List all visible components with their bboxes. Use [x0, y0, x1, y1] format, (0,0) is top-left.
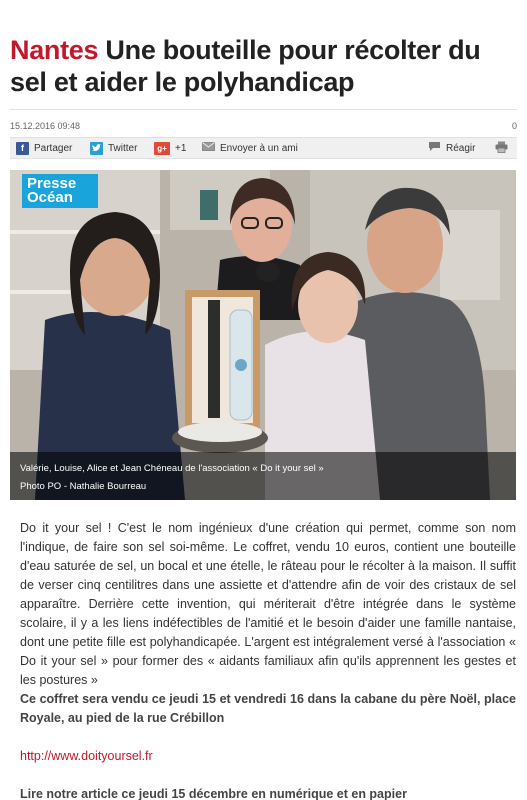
printer-icon	[495, 141, 508, 156]
publish-date: 15.12.2016 09:48	[10, 121, 81, 131]
gplus-count: +1	[175, 142, 187, 154]
divider	[10, 109, 517, 110]
article-meta	[10, 121, 517, 133]
headline-title: Une bouteille pour récolter du sel et aider le polyhandicap	[10, 35, 481, 97]
email-share-button[interactable]	[202, 138, 298, 158]
comment-icon	[428, 141, 441, 155]
external-link[interactable]: http://www.doityoursel.fr	[20, 749, 153, 763]
presse-ocean-logo: Presse Océan	[22, 174, 98, 208]
email-share-label: Envoyer à un ami	[220, 142, 298, 154]
photo-caption	[10, 452, 516, 500]
article-photo	[10, 170, 516, 500]
twitter-share-label: Twitter	[108, 142, 138, 154]
google-plus-icon: g+	[154, 142, 170, 155]
article-body	[20, 519, 516, 800]
react-button[interactable]	[428, 138, 475, 158]
react-label: Réagir	[446, 142, 476, 154]
gplus-share-button[interactable]	[154, 138, 186, 158]
comments-count[interactable]: 0	[511, 121, 517, 131]
envelope-icon	[202, 142, 215, 154]
family-photo-image	[10, 170, 516, 500]
facebook-share-label: Partager	[34, 142, 73, 154]
article-paragraph: Do it your sel ! C'est le nom ingénieux d'une création qui permet, comme son nom l'indique, de faire son sel soi-même. Le coffret, vendu 10 euros, contient une bouteille d'eau saturée de sel, un bocal et une ételle, le râteau pour le récolter à la maison. Il suffit de verser cinq centilitres dans une assiette et d'attendre afin de voir des cristaux de sel apparaître. Derrière cette invention, qui mériterait d'être intégrée dans le système scolaire, il y a les liens indéfectibles de l'amitié et le besoin d'aider une famille nantaise, dont une petite fille est polyhandicapée. L'argent est intégralement versé à l'association « Do it your sel » pour former des « aidants familiaux afin qu'ils apprennent les gestes et les postures »	[20, 521, 516, 687]
twitter-share-button[interactable]	[90, 138, 137, 158]
facebook-share-button[interactable]	[16, 138, 72, 158]
article-headline	[10, 34, 520, 98]
caption-text: Valérie, Louise, Alice et Jean Chéneau de l'association « Do it your sel »	[20, 463, 324, 474]
headline-city: Nantes	[10, 35, 99, 65]
photo-credit: Photo PO - Nathalie Bourreau	[20, 481, 147, 492]
share-bar	[10, 137, 517, 159]
twitter-icon	[90, 142, 103, 155]
print-button[interactable]	[495, 138, 508, 158]
article-highlight-paragraph: Ce coffret sera vendu ce jeudi 15 et vendredi 16 dans la cabane du père Noël, place Royale, au pied de la rue Crébillon	[20, 692, 516, 725]
facebook-icon: f	[16, 142, 29, 155]
article-footer-paragraph: Lire notre article ce jeudi 15 décembre en numérique et en papier	[20, 787, 407, 800]
